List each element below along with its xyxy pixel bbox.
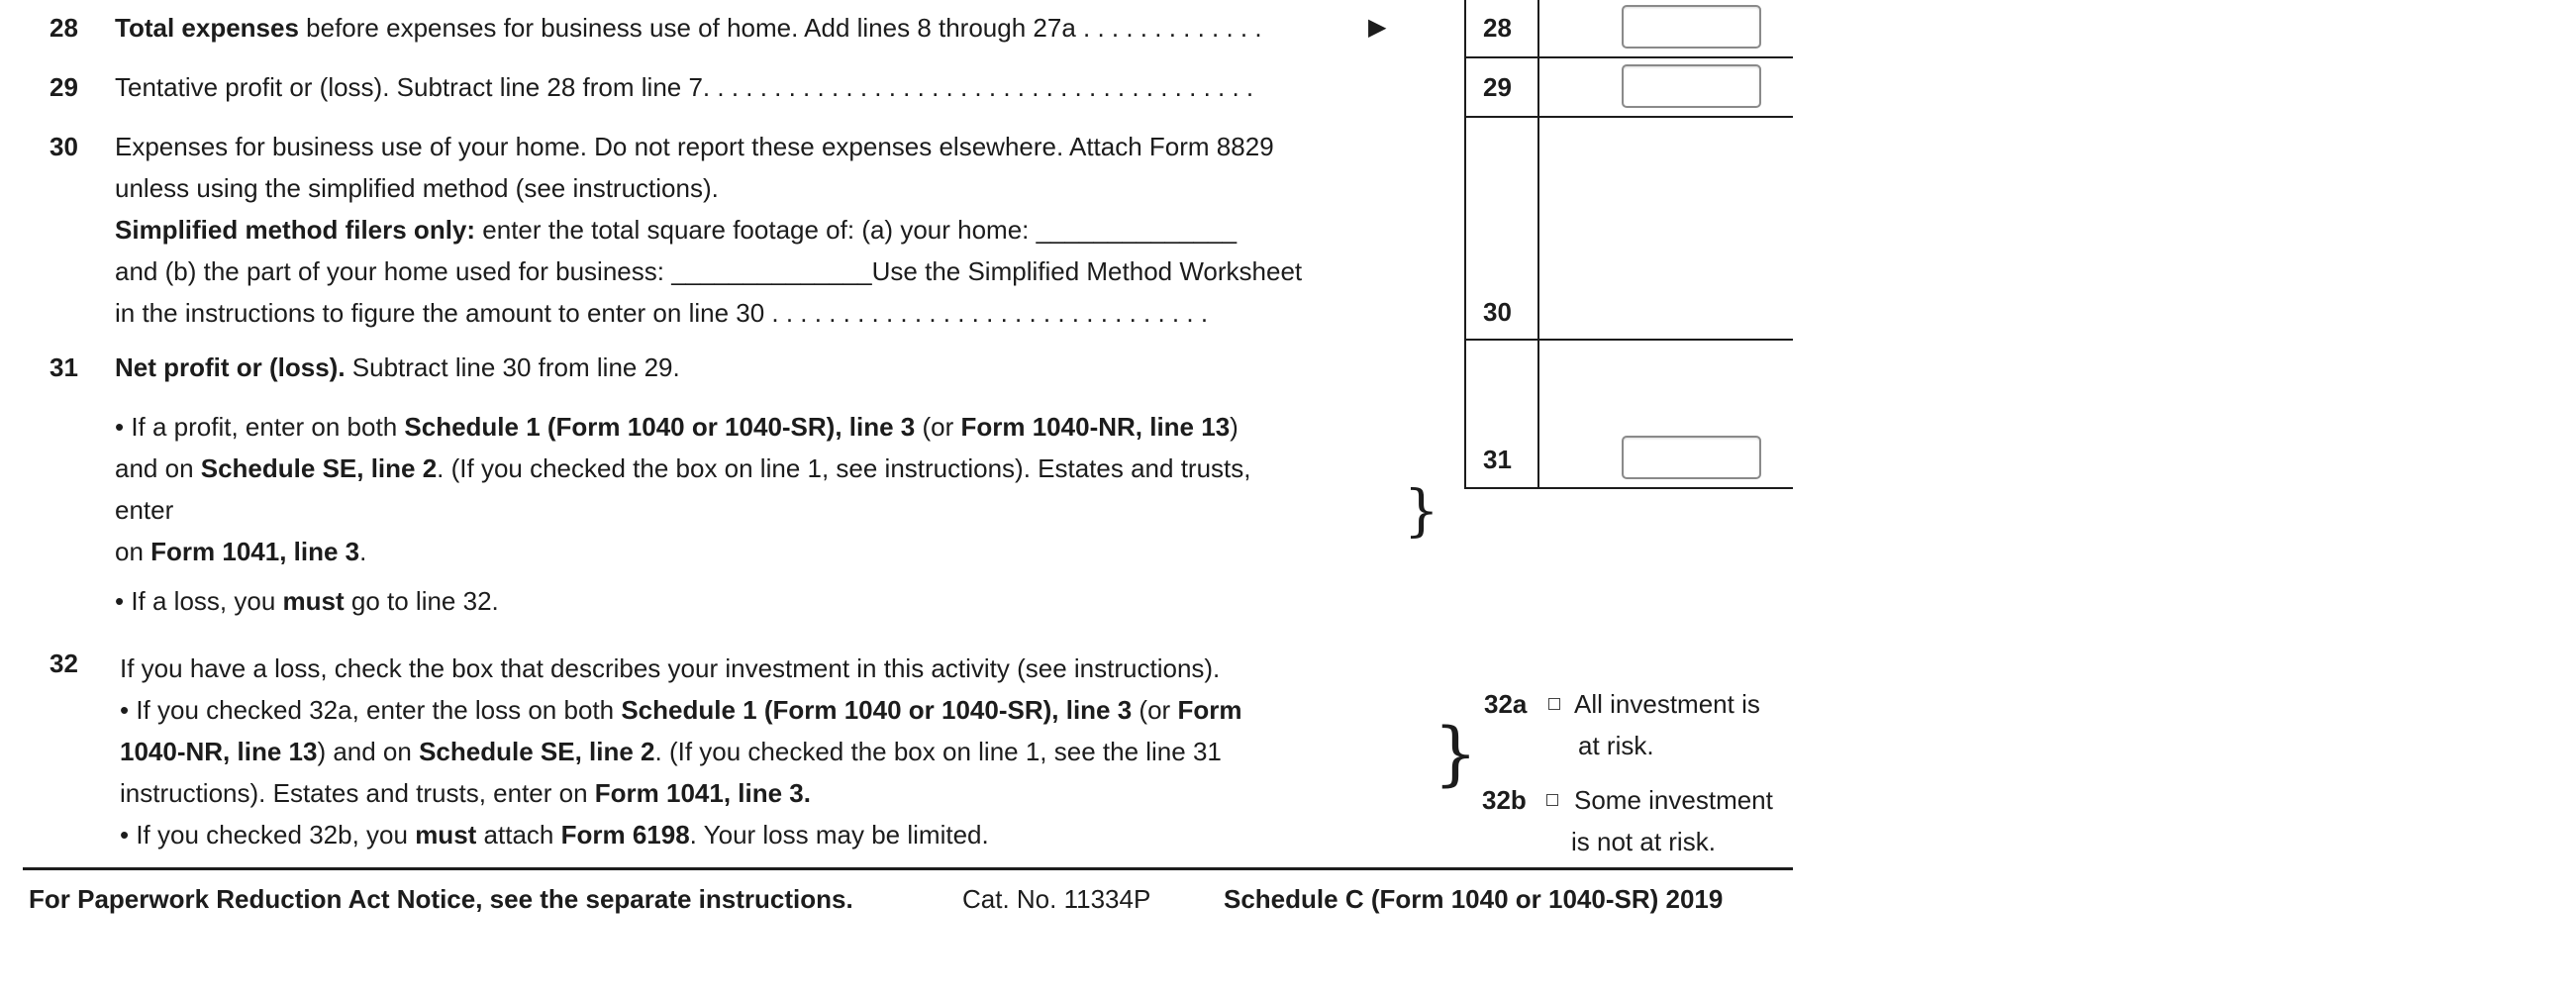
line-30-text-1: Expenses for business use of your home. Do not report these expenses elsewhere. Attach Form 8829 bbox=[115, 132, 1274, 161]
row-31-bottom-border bbox=[1464, 487, 1793, 489]
line-32-number: 32 bbox=[50, 649, 78, 678]
line-32-brace: } bbox=[1434, 713, 1478, 794]
line-30-text-3 bbox=[115, 214, 1237, 246]
text-run: . bbox=[359, 537, 367, 566]
text-run: on bbox=[115, 537, 151, 566]
text-run: (or bbox=[1132, 695, 1178, 725]
line-31-text-enter: enter bbox=[115, 495, 174, 525]
line-28-bold: Total expenses bbox=[115, 13, 299, 43]
text-run: • If a loss, you bbox=[115, 586, 283, 616]
line-31-amount-input[interactable] bbox=[1622, 436, 1761, 479]
text-run: • If you checked 32b, you bbox=[120, 820, 416, 850]
checkbox-32b-text-1: Some investment bbox=[1574, 785, 1773, 815]
row-30-bottom-border bbox=[1464, 339, 1793, 341]
line-31-rest: Subtract line 30 from line 29. bbox=[345, 352, 680, 382]
column-label-29: 29 bbox=[1483, 72, 1512, 102]
text-run: (or bbox=[915, 412, 961, 442]
text-run: Schedule 1 (Form 1040 or 1040-SR), line 3 bbox=[404, 412, 916, 442]
text-run: . (If you checked the box on line 1, see the line 31 bbox=[654, 737, 1222, 766]
text-run: . Your loss may be limited. bbox=[689, 820, 989, 850]
line-29-amount-input[interactable] bbox=[1622, 64, 1761, 108]
text-run: must bbox=[282, 586, 345, 616]
line-32-text-3 bbox=[120, 736, 1222, 767]
checkbox-32a[interactable] bbox=[1548, 698, 1560, 710]
row-28-bottom-border bbox=[1464, 56, 1793, 58]
text-run: and on bbox=[115, 453, 201, 483]
text-run: ) and on bbox=[317, 737, 420, 766]
simplified-method-label: Simplified method filers only: bbox=[115, 215, 476, 245]
checkbox-32b-label: 32b bbox=[1482, 785, 1527, 815]
line-28-number: 28 bbox=[50, 13, 78, 43]
text-run: Schedule SE, line 2 bbox=[200, 453, 438, 483]
line-31-bullet-profit bbox=[115, 411, 1238, 443]
text-run: Schedule SE, line 2 bbox=[419, 737, 655, 766]
line-30-text-5: in the instructions to figure the amount to enter on line 30 . . . . . . . . . . . . . . . . . . . . . . . . . . . . . . . bbox=[115, 298, 1209, 328]
line-32-text-4 bbox=[120, 777, 811, 809]
line-31-text-se bbox=[115, 452, 1251, 484]
text-run: Form 1041, line 3 bbox=[150, 537, 360, 566]
checkbox-32b[interactable] bbox=[1546, 794, 1558, 806]
column-label-30: 30 bbox=[1483, 297, 1512, 327]
line-32-text-5 bbox=[120, 819, 989, 850]
text-run: 1040-NR, line 13 bbox=[120, 737, 318, 766]
line-31-bullet-loss bbox=[115, 585, 499, 617]
footer-form-title: Schedule C (Form 1040 or 1040-SR) 2019 bbox=[1224, 884, 1724, 914]
text-run: go to line 32. bbox=[344, 586, 499, 616]
line-31-text-1041 bbox=[115, 536, 366, 567]
checkbox-32a-text-1: All investment is bbox=[1574, 689, 1760, 719]
text-run: attach bbox=[476, 820, 561, 850]
line-31-number: 31 bbox=[50, 352, 78, 382]
text-run: must bbox=[415, 820, 477, 850]
line-29-text: Tentative profit or (loss). Subtract line 28 from line 7. . . . . . . . . . . . . . . . . . . . . . . . . . . . . . . . . . . . . . . bbox=[115, 72, 1254, 102]
column-label-28: 28 bbox=[1483, 13, 1512, 43]
text-run: Form 1041, line 3. bbox=[594, 778, 811, 808]
line-31-bold: Net profit or (loss). bbox=[115, 352, 346, 382]
line-28-amount-input[interactable] bbox=[1622, 5, 1761, 49]
footer-cat-number: Cat. No. 11334P bbox=[962, 884, 1151, 914]
column-label-31: 31 bbox=[1483, 445, 1512, 474]
line-30-text-4: and (b) the part of your home used for business: ______________Use the Simplified Method Worksheet bbox=[115, 256, 1303, 286]
line-29-number: 29 bbox=[50, 72, 78, 102]
column-left-border bbox=[1464, 0, 1466, 489]
arrow-right-icon: ▶ bbox=[1368, 14, 1387, 41]
text-run: • If a profit, enter on both bbox=[115, 412, 405, 442]
text-run: . (If you checked the box on line 1, see instructions). Estates and trusts, bbox=[437, 453, 1251, 483]
text-run: ) bbox=[1230, 412, 1238, 442]
text-run: instructions). Estates and trusts, enter on bbox=[120, 778, 595, 808]
text-run: Form bbox=[1177, 695, 1242, 725]
line-28-text bbox=[115, 12, 1262, 44]
text-run: Schedule 1 (Form 1040 or 1040-SR), line 3 bbox=[621, 695, 1133, 725]
line-31-text bbox=[115, 351, 680, 383]
row-29-bottom-border bbox=[1464, 116, 1793, 118]
text-run: • If you checked 32a, enter the loss on both bbox=[120, 695, 622, 725]
text-run: Form 1040-NR, line 13 bbox=[960, 412, 1231, 442]
line-30-text-2: unless using the simplified method (see instructions). bbox=[115, 173, 719, 203]
checkbox-32a-text-2: at risk. bbox=[1578, 731, 1654, 760]
line-30-number: 30 bbox=[50, 132, 78, 161]
column-divider bbox=[1537, 0, 1539, 489]
line-31-brace: } bbox=[1404, 479, 1439, 544]
checkbox-32b-text-2: is not at risk. bbox=[1571, 827, 1716, 856]
line-32-text-2 bbox=[120, 694, 1241, 726]
checkbox-32a-label: 32a bbox=[1484, 689, 1528, 719]
text-run: Form 6198 bbox=[560, 820, 690, 850]
footer-rule bbox=[23, 867, 1793, 870]
footer-paperwork-notice: For Paperwork Reduction Act Notice, see the separate instructions. bbox=[29, 884, 853, 914]
line-30-text-3-rest: enter the total square footage of: (a) your home: ______________ bbox=[475, 215, 1238, 245]
line-32-text-1: If you have a loss, check the box that describes your investment in this activity (see instructions). bbox=[120, 653, 1221, 683]
line-28-rest: before expenses for business use of home. Add lines 8 through 27a . . . . . . . . . . . . . bbox=[298, 13, 1262, 43]
